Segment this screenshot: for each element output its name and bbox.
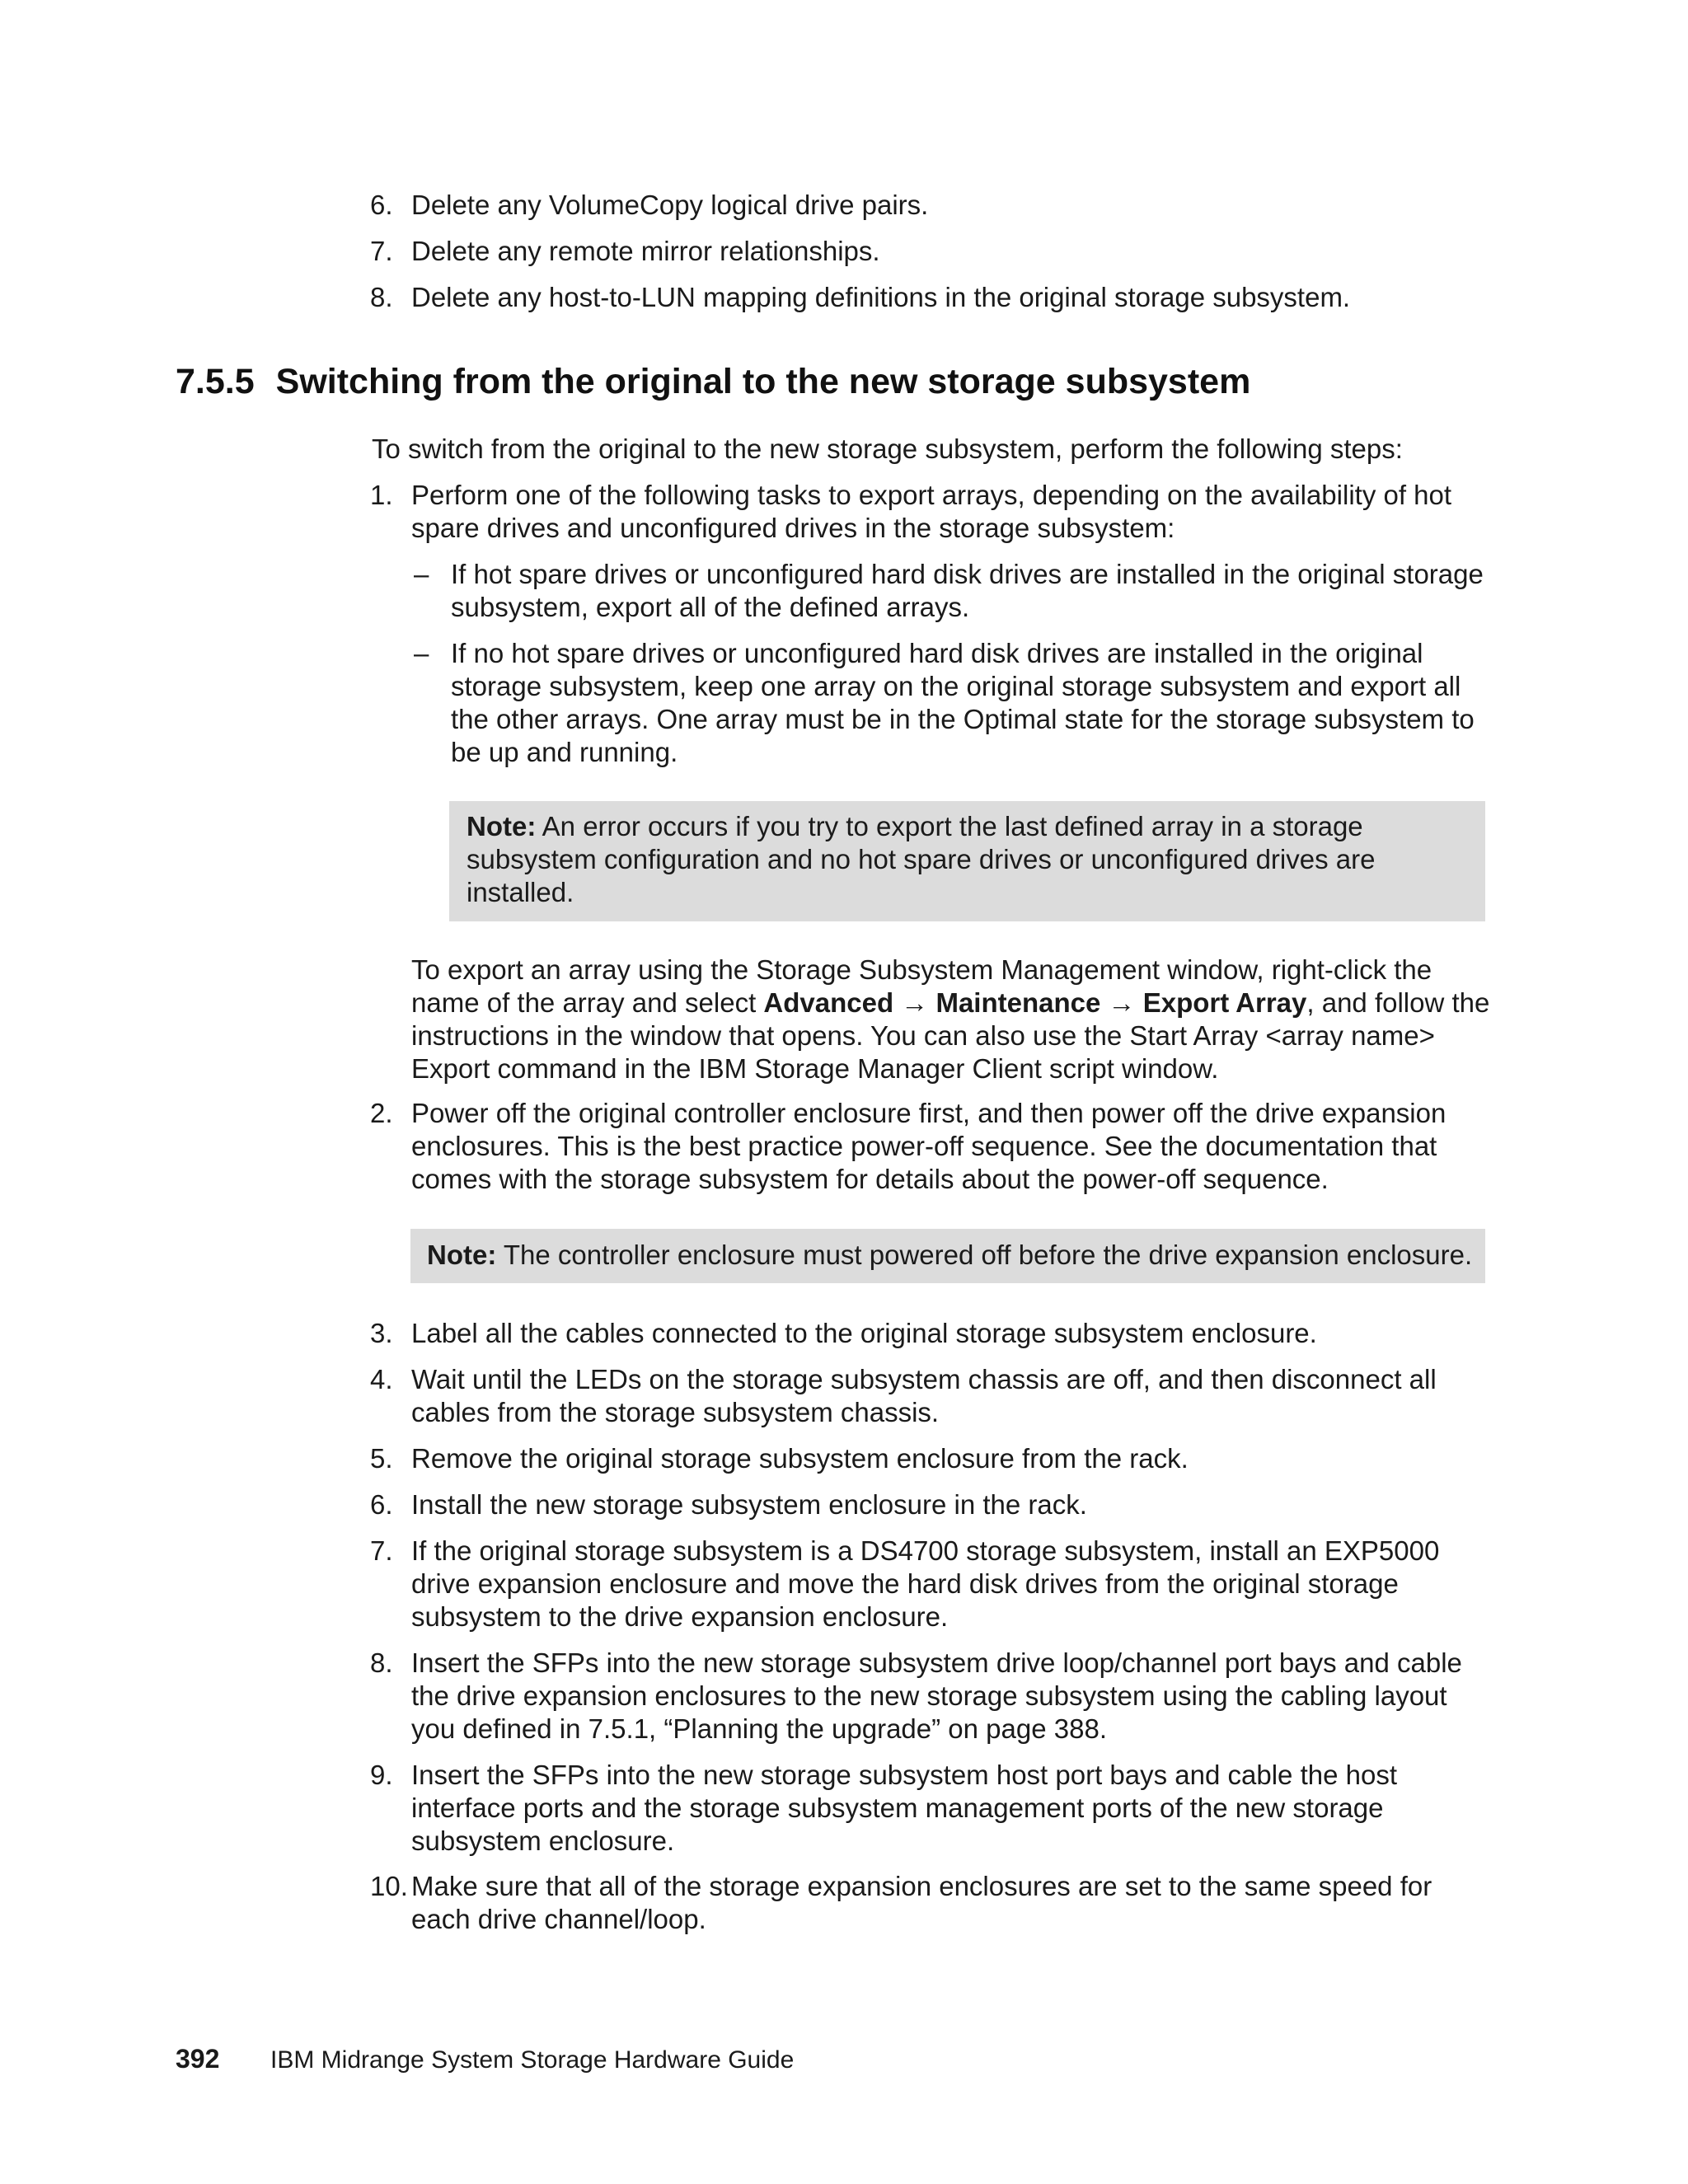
- section-number: 7.5.5: [176, 362, 255, 401]
- step-text: Insert the SFPs into the new storage subsystem host port bays and cable the host interface ports and the storage subsystem management ports of the new storage subsystem enclosure.: [411, 1760, 1397, 1856]
- note-content: [467, 810, 1456, 909]
- step-number: 10.: [370, 1871, 408, 1901]
- step-number: 5.: [370, 1443, 393, 1474]
- step-number: 8.: [370, 1647, 393, 1678]
- step-number: 7.: [370, 1535, 393, 1566]
- step-text: Label all the cables connected to the original storage subsystem enclosure.: [411, 1318, 1317, 1348]
- note-label: Note:: [467, 811, 537, 841]
- section-title: Switching from the original to the new storage subsystem: [275, 362, 1251, 401]
- list-item: Delete any remote mirror relationships.: [411, 236, 880, 266]
- note-content: [427, 1239, 1482, 1272]
- step-number: 4.: [370, 1364, 393, 1394]
- bullet-dash: –: [414, 638, 429, 668]
- list-number: 8.: [370, 282, 393, 312]
- note-label: Note:: [427, 1240, 497, 1270]
- step-number: 3.: [370, 1318, 393, 1348]
- footer-book-title: IBM Midrange System Storage Hardware Guide: [270, 2046, 795, 2074]
- menu-advanced: Advanced: [763, 987, 894, 1018]
- step-text: Wait until the LEDs on the storage subsystem chassis are off, and then disconnect all cables from the storage subsystem chassis.: [411, 1364, 1437, 1427]
- bullet-item: If hot spare drives or unconfigured hard disk drives are installed in the original storage subsystem, export all of the defined arrays.: [451, 559, 1484, 622]
- list-item: Delete any VolumeCopy logical drive pairs.: [411, 190, 929, 220]
- section-heading: [176, 359, 1250, 405]
- menu-export-array: Export Array: [1142, 987, 1307, 1018]
- note-box: [449, 801, 1485, 921]
- list-number: 7.: [370, 236, 393, 266]
- step-number: 1.: [370, 480, 393, 510]
- step-text: Insert the SFPs into the new storage subsystem drive loop/channel port bays and cable the drive expansion enclosures to the new storage subsystem using the cabling layout you defined in 7.5.1, “Planning the upgrade” on page 388.: [411, 1647, 1462, 1744]
- step-number: 2.: [370, 1098, 393, 1128]
- bullet-dash: –: [414, 559, 429, 589]
- menu-maintenance: Maintenance: [935, 987, 1101, 1018]
- list-item: Delete any host-to-LUN mapping definitions in the original storage subsystem.: [411, 282, 1351, 312]
- export-instructions: To export an array using the Storage Subsystem Management window, right-click the name of the array and select Advanced → Maintenance → Export Array, and follow the instructions in the window that opens. You can also use the Start Array <array name> Export command in the IBM Storage Manager Client script window.: [411, 954, 1490, 1084]
- footer-page-number: 392: [176, 2044, 220, 2074]
- step-text: Install the new storage subsystem enclosure in the rack.: [411, 1489, 1087, 1520]
- step-text: Perform one of the following tasks to export arrays, depending on the availability of hot spare drives and unconfigured drives in the storage subsystem:: [411, 480, 1452, 543]
- list-number: 6.: [370, 190, 393, 220]
- step-text: Remove the original storage subsystem enclosure from the rack.: [411, 1443, 1189, 1474]
- step-text: Make sure that all of the storage expansion enclosures are set to the same speed for each drive channel/loop.: [411, 1871, 1432, 1934]
- step-number: 6.: [370, 1489, 393, 1520]
- step-number: 9.: [370, 1760, 393, 1790]
- step-text: If the original storage subsystem is a DS4700 storage subsystem, install an EXP5000 drive expansion enclosure and move the hard disk drives from the original storage subsystem to the drive expansion enclosure.: [411, 1535, 1440, 1632]
- note-box: [410, 1229, 1485, 1283]
- section-intro: To switch from the original to the new storage subsystem, perform the following steps:: [372, 434, 1403, 464]
- note-text: The controller enclosure must powered off before the drive expansion enclosure.: [496, 1240, 1473, 1270]
- bullet-item: If no hot spare drives or unconfigured hard disk drives are installed in the original storage subsystem, keep one array on the original storage subsystem and export all the other arrays. One array must be in the Optimal state for the storage subsystem to be up and running.: [451, 638, 1475, 767]
- note-text: An error occurs if you try to export the last defined array in a storage subsystem configuration and no hot spare drives or unconfigured drives are installed.: [467, 811, 1376, 907]
- step-text: Power off the original controller enclosure first, and then power off the drive expansion enclosures. This is the best practice power-off sequence. See the documentation that comes with the storage subsystem for details about the power-off sequence.: [411, 1098, 1447, 1194]
